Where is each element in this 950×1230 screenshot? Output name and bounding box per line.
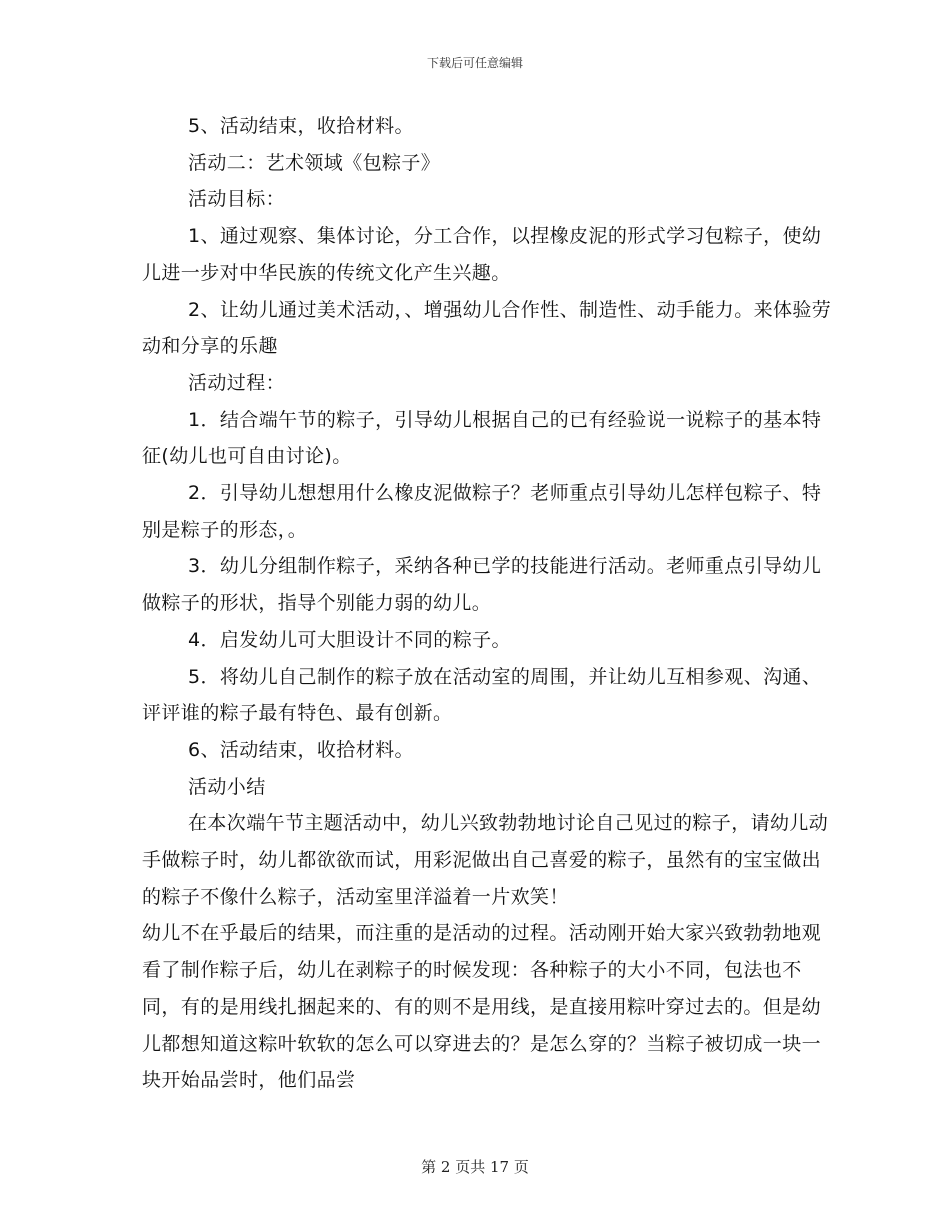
- subsection-title: 活动目标：: [188, 188, 286, 211]
- subsection-title: 活动小结: [188, 775, 266, 798]
- paragraph: 1、通过观察、集体讨论，分工合作，以捏橡皮泥的形式学习包粽子，使幼儿进一步对中华民族的传统文化产生兴趣。: [142, 225, 822, 284]
- page-header: 下载后可任意编辑: [426, 56, 523, 70]
- paragraph: 2．引导幼儿想想用什么橡皮泥做粽子？老师重点引导幼儿怎样包粽子、特别是粽子的形态，。: [142, 482, 822, 541]
- paragraph: 在本次端午节主题活动中，幼儿兴致勃勃地讨论自己见过的粽子，请幼儿动手做粽子时，幼儿都欲欲而试，用彩泥做出自己喜爱的粽子，虽然有的宝宝做出的粽子不像什么粽子，活动室里洋溢着一片欢笑！: [142, 812, 829, 908]
- document-body: [142, 108, 832, 1099]
- paragraph: 5．将幼儿自己制作的粽子放在活动室的周围，并让幼儿互相参观、沟通、评评谁的粽子最有特色、最有创新。: [142, 665, 822, 725]
- paragraph: 幼儿不在乎最后的结果，而注重的是活动的过程。活动刚开始大家兴致勃勃地观看了制作粽子后，幼儿在剥粽子的时候发现：各种粽子的大小不同，包法也不同，有的是用线扎捆起来的、有的则不是用线，是直接用粽叶穿过去的。但是幼儿都想知道这粽叶软软的怎么可以穿进去的？是怎么穿的？当粽子被切成一块一块开始品尝时，他们品尝: [142, 922, 822, 1092]
- page-footer: 第 2 页共 17 页: [421, 1158, 529, 1176]
- paragraph: 3．幼儿分组制作粽子，采纳各种已学的技能进行活动。老师重点引导幼儿做粽子的形状，指导个别能力弱的幼儿。: [142, 555, 822, 615]
- subsection-title: 活动过程：: [188, 371, 286, 394]
- paragraph: 1．结合端午节的粽子，引导幼儿根据自己的已有经验说一说粽子的基本特征(幼儿也可自由讨论)。: [142, 408, 822, 468]
- paragraph: 6、活动结束，收拾材料。: [188, 738, 414, 761]
- section-title: 活动二：艺术领域《包粽子》: [188, 151, 441, 174]
- paragraph: 4．启发幼儿可大胆设计不同的粽子。: [188, 628, 511, 651]
- paragraph: 5、活动结束，收拾材料。: [188, 115, 414, 137]
- paragraph: 2、让幼儿通过美术活动，、增强幼儿合作性、制造性、动手能力。来体验劳动和分享的乐趣: [142, 298, 832, 358]
